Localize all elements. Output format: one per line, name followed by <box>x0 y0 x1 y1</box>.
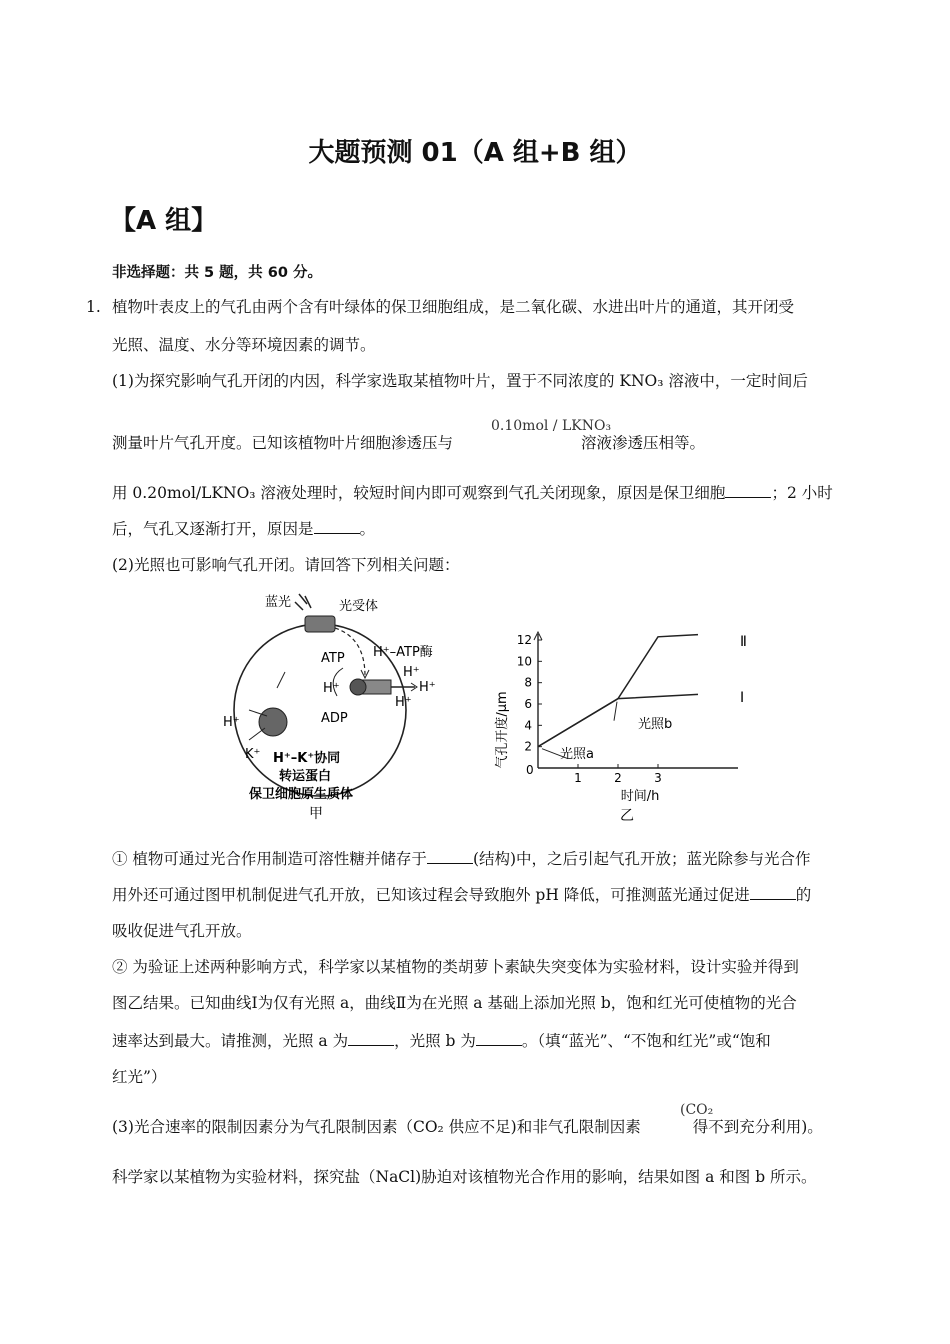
atp-label: ATP <box>321 651 345 666</box>
y-axis-label: 气孔开度/μm <box>495 691 510 769</box>
answer-blank[interactable] <box>750 885 796 900</box>
q1-part1-line3-text-a: 用 0.20mol/LKNO₃ 溶液处理时，较短时间内即可观察到气孔关闭现象，原因是保卫细胞 <box>112 484 726 502</box>
x-tick-label: 2 <box>614 771 622 785</box>
y-tick-label: 2 <box>524 739 532 754</box>
series-line-1 <box>538 694 698 746</box>
q1-part1-line4-text-b: 。 <box>359 520 376 538</box>
blue-light-label: 蓝光 <box>265 595 292 610</box>
adp-label: ADP <box>321 711 348 726</box>
y-tick-label: 10 <box>516 654 532 669</box>
sub1-line3: 吸收促进气孔开放。 <box>112 922 252 940</box>
sub2-line1: ② 为验证上述两种影响方式，科学家以某植物的类胡萝卜素缺失突变体为实验材料，设计实验并得到 <box>112 958 799 976</box>
sub1-line2-text-a: 用外还可通过图甲机制促进气孔开放，已知该过程会导致胞外 pH 降低，可推测蓝光通过促进 <box>112 886 750 904</box>
x-tick-label: 3 <box>654 771 662 785</box>
sub1-line1-text-a: ① 植物可通过光合作用制造可溶性糖并储存于 <box>112 850 427 868</box>
sub1-line2 <box>112 884 811 906</box>
atpase-label: H⁺–ATP酶 <box>373 645 433 660</box>
photoreceptor-label: 光受体 <box>339 599 379 614</box>
q1-part1-line4-text-a: 后，气孔又逐渐打开，原因是 <box>112 520 314 538</box>
h-left-label: H⁺ <box>223 715 240 730</box>
q1-part1-line3-text-b: ；2 小时 <box>771 484 833 502</box>
series-line-2 <box>538 635 698 747</box>
cell-label: 保卫细胞原生质体 <box>249 787 354 802</box>
figure-jia-caption: 甲 <box>309 806 323 822</box>
x-tick-label: 1 <box>574 771 582 785</box>
q1-part3-line1-text-a: (3)光合速率的限制因素分为气孔限制因素（CO₂ 供应不足)和非气孔限制因素 <box>112 1118 641 1136</box>
k-import-arrow <box>249 728 265 740</box>
k-left-label: K⁺ <box>245 747 261 762</box>
answer-blank[interactable] <box>476 1031 522 1046</box>
answer-blank[interactable] <box>348 1031 394 1046</box>
q1-part1-line3 <box>112 482 833 504</box>
symporter-label-1: H⁺–K⁺协同 <box>273 751 341 766</box>
answer-blank[interactable] <box>314 519 360 534</box>
figure-yi-chart <box>490 620 770 830</box>
x-axis-label: 时间/h <box>620 789 660 804</box>
q1-part1-line2 <box>112 432 705 454</box>
q1-part1-line2-text-b: 溶液渗透压相等。 <box>581 434 706 452</box>
y-tick-label: 6 <box>524 697 532 711</box>
origin-label: 0 <box>526 763 534 777</box>
page-title: 大题预测 01（A 组+B 组） <box>308 138 642 168</box>
q1-part3-line1 <box>112 1116 823 1138</box>
sub1-line1 <box>112 848 811 870</box>
kno3-formula: 0.10mol / LKNO₃ <box>491 418 612 434</box>
h-in-label: H⁺ <box>323 681 340 696</box>
answer-blank[interactable] <box>427 849 473 864</box>
inner-arrow <box>277 672 285 688</box>
figure-yi-caption: 乙 <box>620 808 634 824</box>
sub1-line1-text-b: (结构)中，之后引起气孔开放；蓝光除参与光合作 <box>472 850 811 868</box>
h-out-label-3: H⁺ <box>395 695 412 710</box>
curve-I-label: Ⅰ <box>740 690 745 706</box>
sub2-line3-text-c: 。（填“蓝光”、“不饱和红光”或“饱和 <box>521 1032 771 1050</box>
y-tick-label: 4 <box>524 718 532 733</box>
q1-part1-line2-text-a: 测量叶片气孔开度。已知该植物叶片细胞渗透压与 <box>112 434 454 452</box>
q1-stem-line2: 光照、温度、水分等环境因素的调节。 <box>112 336 376 354</box>
sub1-line2-text-b: 的 <box>795 886 812 904</box>
sub2-line2: 图乙结果。已知曲线Ⅰ为仅有光照 a，曲线Ⅱ为在光照 a 基础上添加光照 b，饱和红光可使植物的光合 <box>112 994 797 1012</box>
y-tick-label: 8 <box>524 675 532 690</box>
q1-part3-line2: 科学家以某植物为实验材料，探究盐（NaCl)胁迫对该植物光合作用的影响，结果如图 a 和图 b 所示。 <box>112 1168 817 1186</box>
co2-formula: (CO₂ <box>680 1102 714 1118</box>
sub2-line3-text-b: ，光照 b 为 <box>394 1032 476 1050</box>
q1-part3-line1-text-b: 得不到充分利用)。 <box>692 1118 823 1136</box>
annotation-light-b: 光照b <box>638 717 673 732</box>
lightning-icon <box>295 594 311 610</box>
photoreceptor-shape <box>305 616 335 632</box>
q1-stem-line1: 植物叶表皮上的气孔由两个含有叶绿体的保卫细胞组成，是二氧化碳、水进出叶片的通道，其开闭受 <box>112 298 795 316</box>
h-out-label-1: H⁺ <box>403 665 420 680</box>
symporter-shape <box>259 708 287 736</box>
question-number: 1. <box>86 298 101 316</box>
sub2-line3-text-a: 速率达到最大。请推测，光照 a 为 <box>112 1032 349 1050</box>
q1-part1-line4 <box>112 518 375 540</box>
atpase-head <box>350 679 366 695</box>
annotation-arrow-b <box>614 702 617 721</box>
y-tick-label: 12 <box>516 633 532 647</box>
q1-part2-intro: (2)光照也可影响气孔开闭。请回答下列相关问题： <box>112 556 460 574</box>
q1-part1-line1: (1)为探究影响气孔开闭的内因，科学家选取某植物叶片，置于不同浓度的 KNO₃ 溶液中，一定时间后 <box>112 372 808 390</box>
answer-blank[interactable] <box>725 483 771 498</box>
figure-jia <box>215 588 465 828</box>
sub2-line3 <box>112 1030 771 1052</box>
curve-II-label: Ⅱ <box>740 634 747 650</box>
h-out-label-2: H⁺ <box>419 680 436 695</box>
group-heading: 【A 组】 <box>110 206 218 236</box>
section-intro: 非选择题：共 5 题，共 60 分。 <box>112 265 322 281</box>
sub2-line4: 红光”） <box>112 1068 167 1086</box>
symporter-label-2: 转运蛋白 <box>279 769 332 784</box>
annotation-light-a: 光照a <box>560 747 594 762</box>
